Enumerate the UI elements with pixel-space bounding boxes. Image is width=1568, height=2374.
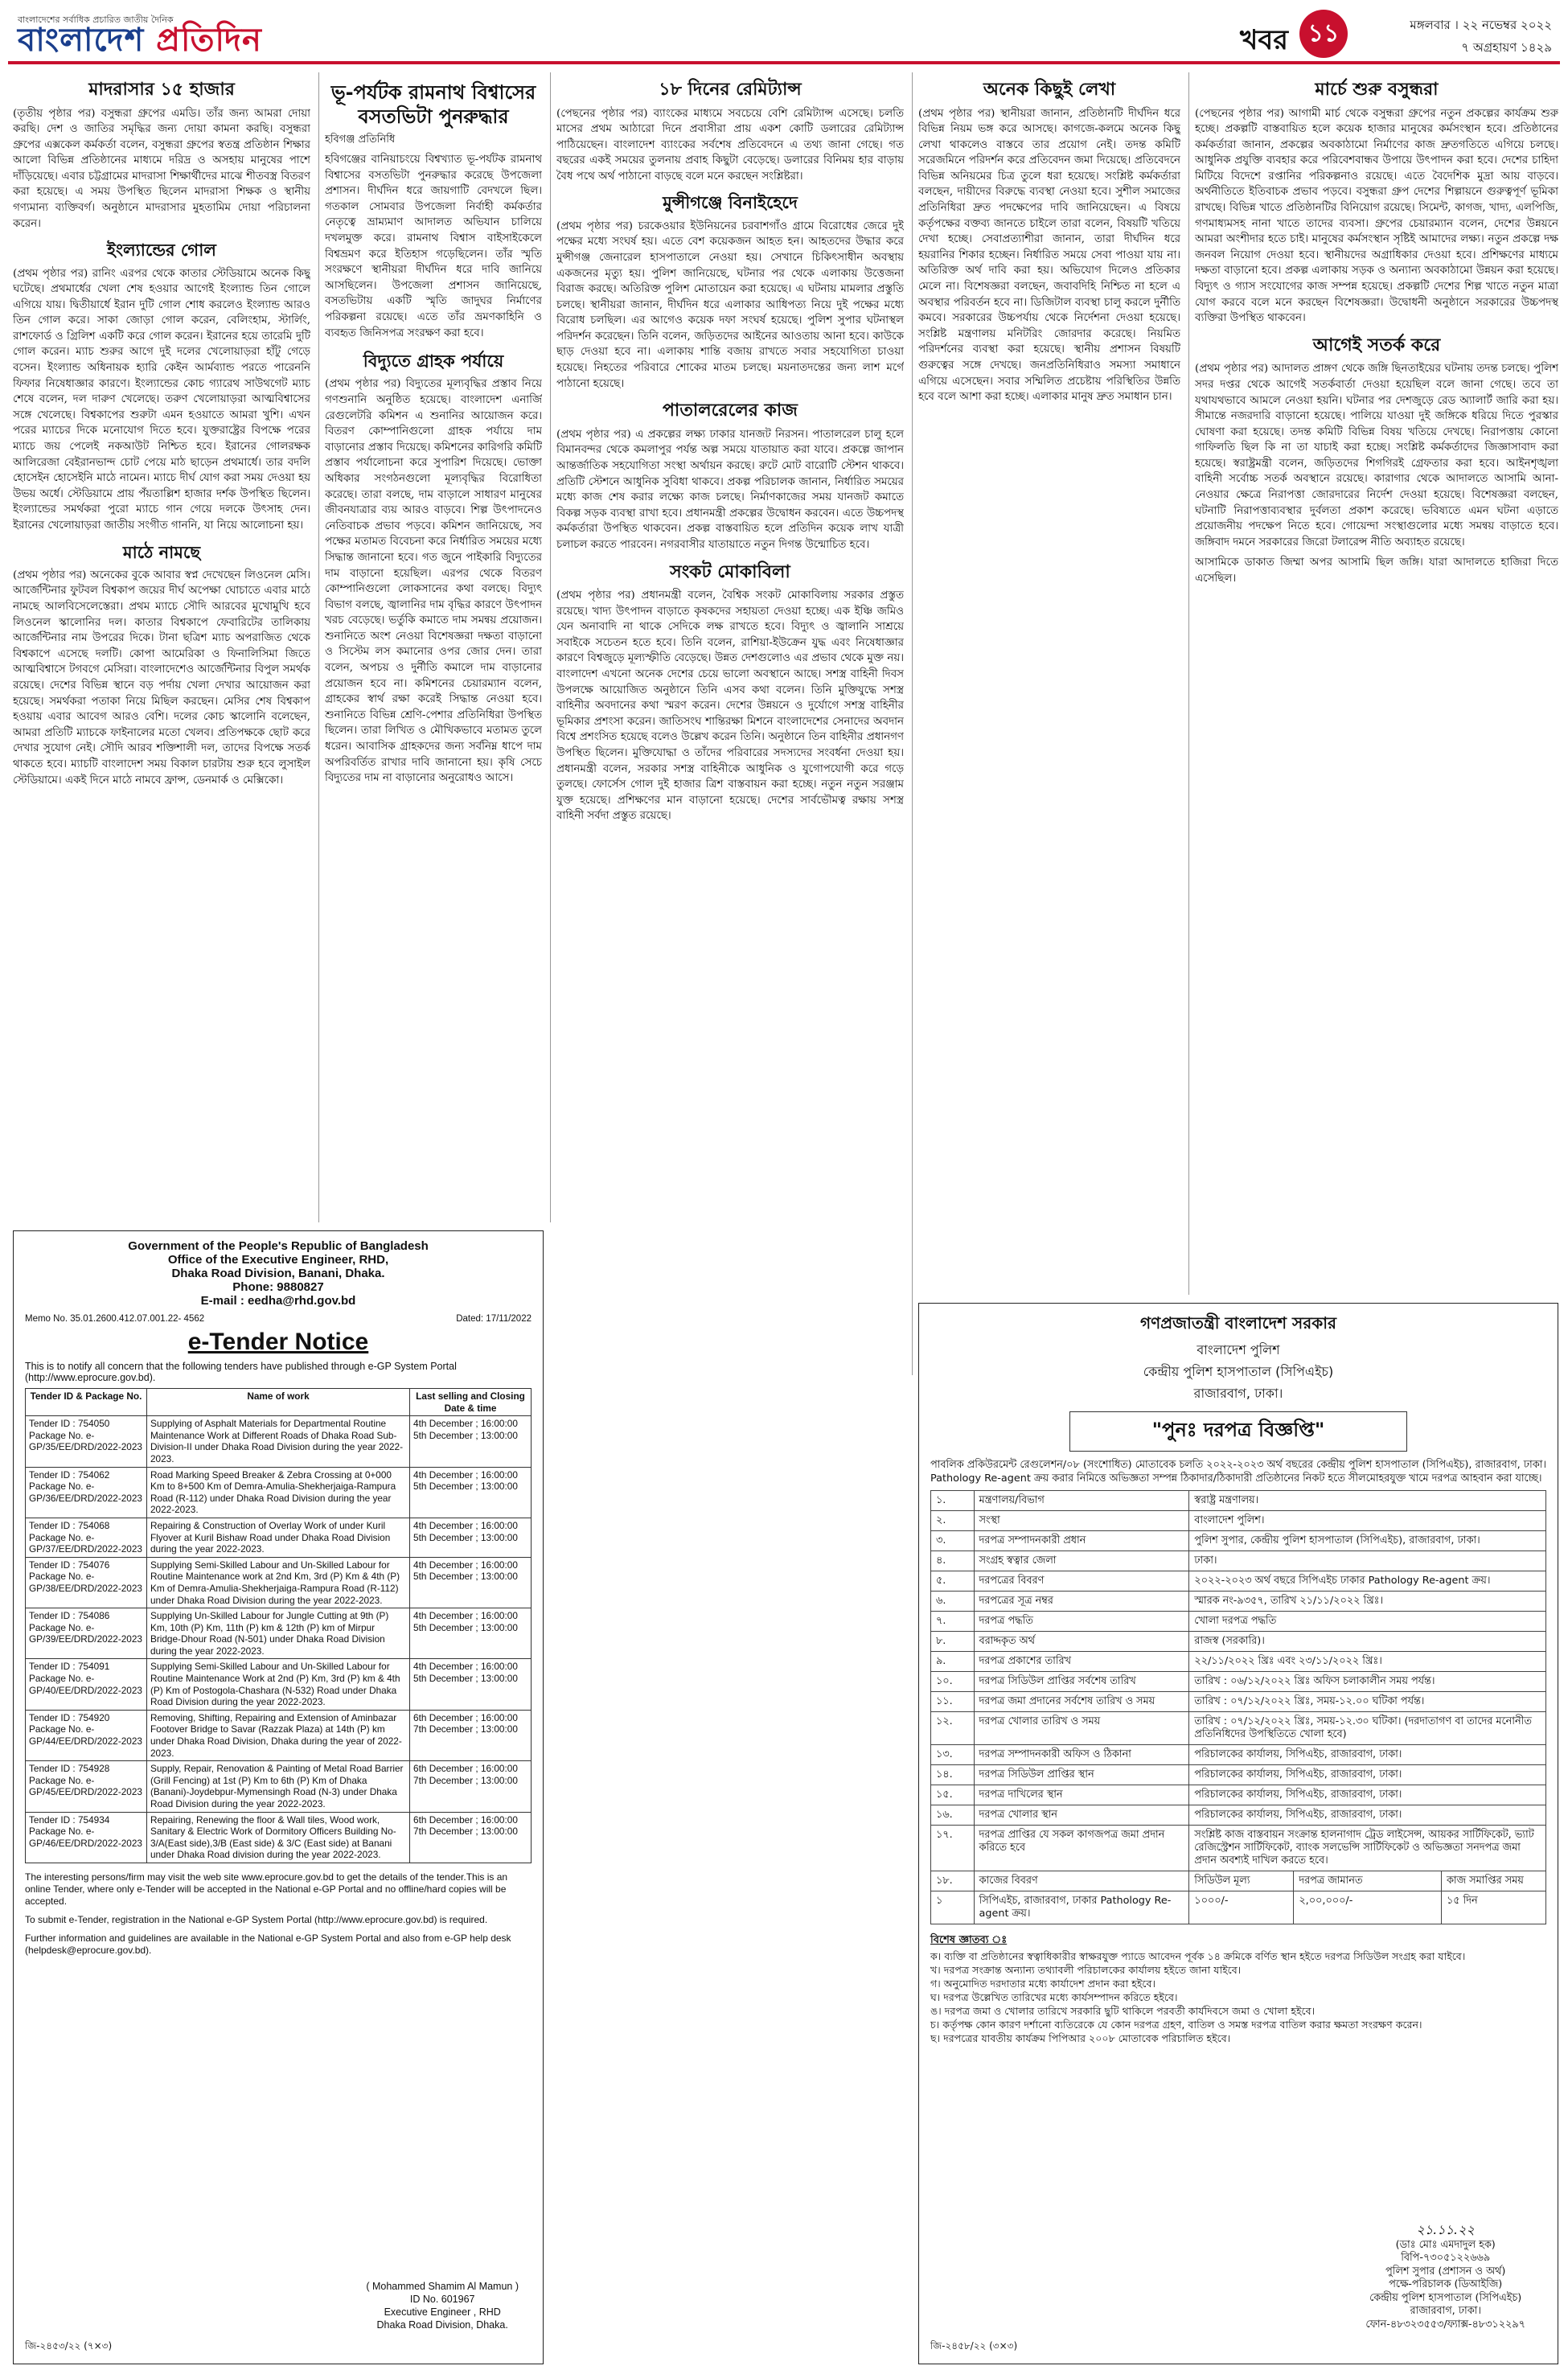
notice-cell: তারিখ : ০৬/১২/২০২২ খ্রিঃ অফিস চলাকালীন সময় পর্যন্ত। (1189, 1672, 1546, 1692)
notice-cell: ২. (931, 1511, 975, 1531)
date-line-bangla: ৭ অগ্রহায়ণ ১৪২৯ (1461, 40, 1552, 55)
notice-cell: দরপত্র প্রাপ্তির যে সকল কাগজপত্র জমা প্রদান করিতে হবে (974, 1826, 1189, 1871)
notice-sign-title-5: ফোন-৪৮৩২৩৫৫৩/ফ্যাক্স-৪৮৩১২২৯৭ (1365, 2318, 1525, 2331)
article-on-field-body: (প্রথম পৃষ্ঠার পর) অনেকের বুকে আবার স্বপ্ন দেখেছেন লিওনেল মেসি। আর্জেন্টিনার ফুটবল বিশ্বকাপ জয়ের দীর্ঘ অপেক্ষা ঘোচাতে এবার মাঠে নামছে আলবিসেলেস্তেরা। প্রথম ম্যাচে সৌদি আরবের মুখোমুখি হবে লিওনেল স্কালোনির দল। কাতার বিশ্বকাপে ফেবারিটের তালিকায় আর্জেন্টিনার নাম উপরের দিকে। টানা ছত্রিশ ম্যাচ অপরাজিত থেকে বিশ্বকাপে এসেছে দলটি। কোপা আমেরিকা ও ফিনালিসিমা জিতে আত্মবিশ্বাসে টগবগে মেসিরা। বাংলাদেশেও আর্জেন্টিনার বিপুল সমর্থক রয়েছে। দেশের বিভিন্ন স্থানে বড় পর্দায় খেলা দেখার আয়োজন করা হয়েছে। সমর্থকরা পতাকা নিয়ে মিছিল করছেন। মেসির শেষ বিশ্বকাপ হওয়ায় এবার আবেগ আরও বেশি। দলের কোচ স্কালোনি বলেছেন, আমরা প্রতিটি ম্যাচকে ফাইনালের মতো খেলব। প্রতিপক্ষকে ছোট করে দেখার সুযোগ নেই। সৌদি আরব শক্তিশালী দল, তাদের বিপক্ষে সতর্ক থাকতে হবে। ম্যাচটি বাংলাদেশ সময় বিকাল চারটায় শুরু হবে লুসাইল স্টেডিয়ামে। একই দিনে মাঠে নামবে ফ্রান্স, ডেনমার্ক ও মেক্সিকো। (13, 569, 310, 787)
tender-cell-date: 4th December ; 16:00:00 5th December ; 13:00:00 (410, 1608, 532, 1659)
column-1 (13, 72, 310, 1198)
tender-cell-work: Supplying Un-Skilled Labour for Jungle Cutting at 9th (P) Km, 10th (P) Km, 11th (P) km & 12th (P) km of Mirpur Bridge-Dhour Road (N-501) under Dhaka Road Division during the year 2022-2023. (146, 1608, 409, 1659)
tender-cell-id: Tender ID : 754934 Package No. e-GP/46/EE/DRD/2022-2023 (26, 1812, 147, 1863)
tender-division: Dhaka Road Division, Banani, Dhaka. (171, 1267, 385, 1280)
tender-table-header (26, 1389, 532, 1416)
notice-row (931, 1826, 1546, 1871)
notice-cell: ৮. (931, 1632, 975, 1652)
notice-cell: ১৪. (931, 1765, 975, 1785)
headline-early-warning: আগেই সতর্ক করে (1312, 335, 1441, 355)
tender-row (26, 1761, 532, 1812)
tender-intro: This is to notify all concern that the following tenders have published through e-GP System Portal (http://www.eprocure.gov.bd). (25, 1361, 457, 1383)
tender-cell-date: 4th December ; 16:00:00 5th December ; 13:00:00 (410, 1557, 532, 1608)
sub-cell: ১০০০/- (1189, 1891, 1294, 1924)
tender-ref-code: জি-২৪৫৩/২২ (৭×৩) (25, 2340, 113, 2351)
notice-cell: স্বরাষ্ট্র মন্ত্রণালয়। (1189, 1491, 1546, 1511)
headline-ramnath: ভূ-পর্যটক রামনাথ বিশ্বাসের বসতভিটা পুনরুদ্ধার (330, 81, 536, 128)
notice-cell: ২২/১১/২০২২ খ্রিঃ এবং ২৩/১১/২০২২ খ্রিঃ। (1189, 1652, 1546, 1672)
sub-head-cell: কাজের বিবরণ (974, 1871, 1189, 1891)
tender-row (26, 1518, 532, 1557)
logo-part1: বাংলাদেশ (18, 22, 157, 59)
notice-row (931, 1672, 1546, 1692)
tender-footnote-2: To submit e-Tender, registration in the National e-GP System Portal (http://www.eprocure.gov.bd) is required. (25, 1913, 488, 1925)
notice-row (931, 1491, 1546, 1511)
headline-madrasa: মাদরাসার ১৫ হাজার (88, 80, 235, 100)
tender-cell-date: 6th December ; 16:00:00 7th December ; 13:00:00 (410, 1761, 532, 1812)
sub-head-cell: ১৮. (931, 1871, 975, 1891)
notice-conditions-title: বিশেষ জ্ঞাতব্য ঃ (930, 1934, 1008, 1946)
notice-cell: সংস্থা (974, 1511, 1189, 1531)
tender-cell-date: 6th December ; 16:00:00 7th December ; 13:00:00 (410, 1812, 532, 1863)
notice-cell: ১৫. (931, 1785, 975, 1805)
tender-row (26, 1557, 532, 1608)
tender-cell-date: 4th December ; 16:00:00 5th December ; 13:00:00 (410, 1518, 532, 1557)
notice-condition-item: ক। ব্যক্তি বা প্রতিষ্ঠানের স্বত্বাধিকারীর স্বাক্ষরযুক্ত প্যাডে আবেদন পূর্বক ১৪ ক্রমিকে বর্ণিত স্থান হইতে দরপত্র সিডিউল সংগ্রহ করা যাইবে। (930, 1950, 1466, 1962)
tender-cell-date: 4th December ; 16:00:00 5th December ; 13:00:00 (410, 1416, 532, 1467)
e-tender-notice (13, 1230, 544, 2364)
tender-sign-id: ID No. 601967 (409, 2294, 475, 2305)
tender-cell-work: Supply, Repair, Renovation & Painting of Metal Road Barrier (Grill Fencing) at 1st (P) Km to 6th (P) Km of Dhaka (Banani)-Joydebpur-Mymensingh Road (N-3) under Dhaka Road Division during the year 2022-2023. (146, 1761, 409, 1812)
notice-row (931, 1632, 1546, 1652)
byline-habiganj: হবিগঞ্জ প্রতিনিধি (325, 133, 396, 146)
sub-cell: ১৫ দিন (1441, 1891, 1545, 1924)
article-subway-body: (প্রথম পৃষ্ঠার পর) এ প্রকল্পের লক্ষ্য ঢাকার যানজট নিরসন। পাতালরেল চালু হলে বিমানবন্দর থেকে কমলাপুর পর্যন্ত অল্প সময়ে যাতায়াত করা যাবে। প্রকল্পে জাপান আন্তর্জাতিক সহযোগিতা সংস্থা অর্থায়ন করছে। রুটে মোট বারোটি স্টেশন থাকবে। প্রতিটি স্টেশনে আধুনিক সুবিধা থাকবে। প্রকল্প পরিচালক জানান, নির্ধারিত সময়ের মধ্যে কাজ শেষ করার লক্ষ্যে কাজ চলছে। নির্মাণকাজের সময় যানজট কমাতে বিকল্প সড়ক ব্যবস্থা রাখা হবে। প্রধানমন্ত্রী প্রকল্পের উদ্বোধন করবেন। এতে উচ্চপদস্থ কর্মকর্তারা উপস্থিত থাকবেন। প্রকল্প বাস্তবায়িত হলে প্রতিদিন কয়েক লাখ যাত্রী চলাচল করতে পারবেন। নগরবাসীর যাতায়াতে নতুন দিগন্ত উন্মোচিত হবে। (556, 428, 904, 551)
notice-row (931, 1551, 1546, 1571)
column-divider (318, 72, 319, 1222)
notice-cell: দরপত্র সম্পাদনকারী প্রধান (974, 1531, 1189, 1551)
column-5 (1195, 72, 1558, 1295)
tender-cell-date: 4th December ; 16:00:00 5th December ; 13:00:00 (410, 1659, 532, 1710)
sub-head-cell: সিডিউল মূল্য (1189, 1871, 1294, 1891)
notice-cell: রাজস্ব (সরকারি)। (1189, 1632, 1546, 1652)
notice-condition-item: ছ। দরপত্রের যাবতীয় কার্যক্রম পিপিআর ২০০৮ মোতাবেক পরিচালিত হইবে। (930, 2032, 1231, 2044)
tender-cell-work: Repairing & Construction of Overlay Work of under Kuril Flyover at Kuril Bishaw Road under Dhaka Road Division during the year 2022-2023. (146, 1518, 409, 1557)
retender-notice (918, 1303, 1558, 2364)
tender-row (26, 1710, 532, 1760)
sub-cell: ২,০০,০০০/- (1294, 1891, 1442, 1924)
notice-condition-item: ঙ। দরপত্র জমা ও খোলার তারিখে সরকারি ছুটি থাকিলে পরবর্তী কার্যদিবসে জমা ও খোলা হইবে। (930, 2005, 1316, 2017)
tender-footnote-3: Further information and guidelines are available in the National e-GP System Portal and also from e-GP help desk (helpdesk@eprocure.gov.bd). (25, 1932, 511, 1956)
tender-row (26, 1467, 532, 1518)
notice-hospital-line: কেন্দ্রীয় পুলিশ হাসপাতাল (সিপিএইচ) (1143, 1364, 1334, 1379)
notice-cell: বাংলাদেশ পুলিশ। (1189, 1511, 1546, 1531)
sub-head-cell: কাজ সমাপ্তির সময় (1441, 1871, 1545, 1891)
notice-cell: তারিখ : ০৭/১২/২০২২ খ্রিঃ, সময়-১২.৩০ ঘটিকা। (দরদাতাগণ বা তাদের মনোনীত প্রতিনিধিদের উপস্থিতিতে খোলা হবে) (1189, 1712, 1546, 1745)
notice-cell: দরপত্র দাখিলের স্থান (974, 1785, 1189, 1805)
notice-ref-code: জি-২৪৫৮/২২ (৩×৩) (930, 2340, 1018, 2351)
column-4 (918, 72, 1180, 1295)
headline-remittance: ১৮ দিনের রেমিট্যান্স (659, 80, 802, 100)
notice-sign-title-1: পুলিশ সুপার (প্রশাসন ও অর্থ) (1385, 2265, 1506, 2277)
article-madrasa-body: (তৃতীয় পৃষ্ঠার পর) বসুন্ধরা গ্রুপের এমডি। তাঁর জন্য আমরা দোয়া করছি। দেশ ও জাতির সমৃদ্ধির জন্য দোয়া কামনা করছি। বসুন্ধরা গ্রুপের এক্সকেল কর্মকর্তা বলেন, বসুন্ধরা গ্রুপের স্বতন্ত্র প্রতিষ্ঠান শিক্ষার আলো বিভিন্ন প্রতিষ্ঠানের মাধ্যমে দরিদ্র ও অসহায় মানুষের পাশে দাঁড়িয়েছে। এবার চট্টগ্রামের মাদরাসা শিক্ষার্থীদের মাঝে শীতবস্ত্র বিতরণ করা হয়েছে। এ সময় উপস্থিত ছিলেন মাদরাসা শিক্ষক ও স্থানীয় গণ্যমান্য ব্যক্তিবর্গ। অনুষ্ঠানে মাদরাসার মুহতামিম দোয়া পরিচালনা করেন। (13, 107, 310, 230)
notice-title: "পুনঃ দরপত্র বিজ্ঞপ্তি" (1069, 1411, 1407, 1452)
notice-sub-table (930, 1871, 1546, 1924)
headline-many-written: অনেক কিছুই লেখা (983, 80, 1116, 100)
notice-sign-title-3: কেন্দ্রীয় পুলিশ হাসপাতাল (সিপিএইচ) (1369, 2291, 1522, 2304)
headline-crisis: সংকট মোকাবিলা (670, 561, 790, 582)
notice-cell: ৩. (931, 1531, 975, 1551)
notice-cell: তারিখ : ০৭/১২/২০২২ খ্রিঃ, সময়-১২.০০ ঘটিকা পর্যন্ত। (1189, 1692, 1546, 1712)
notice-row (931, 1612, 1546, 1632)
article-ramnath-body: হবিগঞ্জের বানিয়াচংয়ে বিশ্বখ্যাত ভূ-পর্যটক রামনাথ বিশ্বাসের বসতভিটা পুনরুদ্ধার করেছে উপজেলা প্রশাসন। দীর্ঘদিন ধরে জায়গাটি বেদখলে ছিল। গতকাল সোমবার উপজেলা নির্বাহী কর্মকর্তার নেতৃত্বে ভ্রাম্যমাণ আদালত অভিযান চালিয়ে দখলমুক্ত করে। রামনাথ বিশ্বাস বাইসাইকেলে বিশ্বভ্রমণ করে ইতিহাস গড়েছিলেন। তাঁর স্মৃতি সংরক্ষণে স্থানীয়রা দীর্ঘদিন ধরে দাবি জানিয়ে আসছিলেন। উপজেলা প্রশাসন জানিয়েছে, বসতভিটায় একটি স্মৃতি জাদুঘর নির্মাণের পরিকল্পনা রয়েছে। এতে তাঁর ভ্রমণকাহিনি ও ব্যবহৃত জিনিসপত্র সংরক্ষণ করা হবে। (325, 154, 542, 339)
notice-sub-header (931, 1871, 1546, 1891)
tender-cell-work: Repairing, Renewing the floor & Wall tiles, Wood work, Sanitary & Electric Work of Dormitory Officers Building No-3/A(East side),3/B (East side) & 3/C (East side) at Banani under Dhaka Road division during the year 2022-2023. (146, 1812, 409, 1863)
notice-cell: ৬. (931, 1592, 975, 1612)
tender-row (26, 1812, 532, 1863)
tender-signature (366, 2280, 519, 2331)
notice-cell: দরপত্র খোলার তারিখ ও সময় (974, 1712, 1189, 1745)
notice-sub-row (931, 1891, 1546, 1924)
tender-cell-date: 4th December ; 16:00:00 5th December ; 13:00:00 (410, 1467, 532, 1518)
column-divider (550, 72, 551, 1222)
notice-cell: ৭. (931, 1612, 975, 1632)
tender-cell-id: Tender ID : 754076 Package No. e-GP/38/EE/DRD/2022-2023 (26, 1557, 147, 1608)
notice-cell: দরপত্র প্রকাশের তারিখ (974, 1652, 1189, 1672)
notice-sign-date: ২১.১১.২২ (1416, 2222, 1475, 2237)
notice-row (931, 1571, 1546, 1592)
logo-tagline: বাংলাদেশের সর্বাধিক প্রচারিত জাতীয় দৈনিক (18, 14, 174, 25)
headline-march-bashundhara: মার্চে শুরু বসুন্ধরা (1315, 80, 1439, 100)
sub-head-cell: দরপত্র জামানত (1294, 1871, 1442, 1891)
notice-cell: ১৩. (931, 1745, 975, 1765)
tender-dated: Dated: 17/11/2022 (456, 1314, 532, 1324)
notice-signature (1365, 2224, 1525, 2331)
notice-sign-name: (ডাঃ মোঃ এমদাদুল হক) (1395, 2238, 1496, 2251)
column-divider (1188, 72, 1189, 1295)
tender-sign-title: Executive Engineer , RHD (384, 2306, 501, 2318)
tender-cell-work: Road Marking Speed Breaker & Zebra Crossing at 0+000 Km to 8+500 Km of Demra-Amulia-Shekherjaiga-Rampura Road (R-112) under Dhaka Road Division during the year 2022-2023. (146, 1467, 409, 1518)
headline-england-goal: ইংল্যান্ডের গোল (107, 240, 216, 261)
notice-cell: পরিচালকের কার্যালয়, সিপিএইচ, রাজারবাগ, ঢাকা। (1189, 1785, 1546, 1805)
notice-row (931, 1531, 1546, 1551)
notice-row (931, 1652, 1546, 1672)
page-number-badge: ১১ (1299, 10, 1348, 58)
tender-cell-work: Supplying of Asphalt Materials for Departmental Routine Maintenance Work at Different Roads of Dhaka Road Sub-Division-II under Dhaka Road Division during the year 2022-2023. (146, 1416, 409, 1467)
tender-sign-office: Dhaka Road Division, Dhaka. (376, 2319, 508, 2331)
notice-condition-item: খ। দরপত্র সংক্রান্ত অন্যান্য তথ্যাবলী পরিচালকের কার্যালয় হইতে জানা যাইবে। (930, 1964, 1242, 1976)
notice-gov-line: গণপ্রজাতন্ত্রী বাংলাদেশ সরকার (1140, 1313, 1336, 1333)
tender-cell-work: Supplying Semi-Skilled Labour and Un-Skilled Labour for Routine Maintenance Work at 2nd (P) Km, 3rd (P) km & 4th (P) Km of Postogola-Chashara (N-532) Road under Dhaka Road Division during the year 2022-2023. (146, 1659, 409, 1710)
headline-subway: পাতালরেলের কাজ (663, 400, 798, 421)
notice-row (931, 1745, 1546, 1765)
newspaper-logo (18, 23, 262, 58)
tender-memo: Memo No. 35.01.2600.412.07.001.22- 4562 (25, 1314, 205, 1324)
notice-cell: সংগ্রহ স্বত্বার জেলা (974, 1551, 1189, 1571)
notice-cell: ৪. (931, 1551, 975, 1571)
article-march-body: (পেছনের পৃষ্ঠার পর) আগামী মার্চ থেকে বসুন্ধরা গ্রুপের নতুন প্রকল্পের কার্যক্রম শুরু হচ্ছে। প্রকল্পটি বাস্তবায়িত হলে কয়েক হাজার মানুষের কর্মসংস্থান হবে। প্রতিষ্ঠানের কর্মকর্তারা জানান, প্রকল্পের অবকাঠামো নির্মাণের কাজ দ্রুতগতিতে এগিয়ে চলছে। আধুনিক প্রযুক্তি ব্যবহার করে পরিবেশবান্ধব উপায়ে উৎপাদন করা হবে। দেশের চাহিদা মিটিয়ে বিদেশে রপ্তানির পরিকল্পনাও রয়েছে। এতে বৈদেশিক মুদ্রা আয় বাড়বে। অর্থনীতিতে ইতিবাচক প্রভাব পড়বে। বসুন্ধরা গ্রুপ দেশের শিল্পায়নে গুরুত্বপূর্ণ ভূমিকা রাখছে। বিভিন্ন খাতে প্রতিষ্ঠানটির বিনিয়োগ রয়েছে। সিমেন্ট, কাগজ, খাদ্য, এলপিজি, গণমাধ্যমসহ নানা খাতে তাদের ব্যবসা। গ্রুপের চেয়ারম্যান বলেন, দেশের উন্নয়নে আমরা অংশীদার হতে চাই। মানুষের কর্মসংস্থান সৃষ্টিই আমাদের লক্ষ্য। নতুন প্রকল্পে দক্ষ জনবল নিয়োগ দেওয়া হবে। স্থানীয়দের অগ্রাধিকার দেওয়া হবে। প্রশিক্ষণের মাধ্যমে দক্ষতা বাড়ানো হবে। প্রকল্প এলাকায় সড়ক ও অন্যান্য অবকাঠামো উন্নয়ন করা হয়েছে। বিদ্যুৎ ও গ্যাস সংযোগের কাজ সম্পন্ন হয়েছে। প্রকল্পটি দেশের শিল্প খাতে নতুন মাত্রা যোগ করবে বলে মনে করছেন বিশেষজ্ঞরা। উদ্বোধনী অনুষ্ঠানে সরকারের উচ্চপদস্থ ব্যক্তিরা উপস্থিত থাকবেন। (1195, 107, 1558, 325)
tender-cell-work: Supplying Semi-Skilled Labour and Un-Skilled Labour for Routine Maintenance work at 2nd Km, 3rd (P) Km & 4th (P) Km of Demra-Amulia-Shekherjaiga-Rampura Road (R-112) under Dhaka Road Division during the year 2022-2023. (146, 1557, 409, 1608)
notice-cell: দরপত্র সিডিউল প্রাপ্তির সর্বশেষ তারিখ (974, 1672, 1189, 1692)
notice-cell: ১৭. (931, 1826, 975, 1871)
tender-email: E-mail : eedha@rhd.gov.bd (200, 1294, 356, 1308)
article-crisis-body: (প্রথম পৃষ্ঠার পর) প্রধানমন্ত্রী বলেন, বৈশ্বিক সংকট মোকাবিলায় সরকার প্রস্তুত রয়েছে। খাদ্য উৎপাদন বাড়াতে কৃষকদের সহায়তা দেওয়া হচ্ছে। এক ইঞ্চি জমিও যেন অনাবাদি না থাকে সেদিকে লক্ষ রাখতে হবে। বিদ্যুৎ ও জ্বালানি সাশ্রয়ে সবাইকে সচেতন হতে হবে। তিনি বলেন, রাশিয়া-ইউক্রেন যুদ্ধ এবং নিষেধাজ্ঞার কারণে বিশ্বজুড়ে মূল্যস্ফীতি বেড়েছে। উন্নত দেশগুলোও এর প্রভাব থেকে মুক্ত নয়। বাংলাদেশ এখনো অনেক দেশের চেয়ে ভালো অবস্থানে আছে। সশস্ত্র বাহিনী দিবস উপলক্ষে আয়োজিত অনুষ্ঠানে তিনি এসব কথা বলেন। তিনি মুক্তিযুদ্ধে সশস্ত্র বাহিনীর অবদানের কথা স্মরণ করেন। দেশের উন্নয়নে ও দুর্যোগে সশস্ত্র বাহিনীর ভূমিকার প্রশংসা করেন। জাতিসংঘ শান্তিরক্ষা মিশনে বাংলাদেশের সেনাদের অবদান বিশ্বে প্রশংসিত হয়েছে বলেও উল্লেখ করেন তিনি। অনুষ্ঠানে তিন বাহিনীর প্রধানগণ উপস্থিত ছিলেন। মুক্তিযোদ্ধা ও তাঁদের পরিবারের সদস্যদের সংবর্ধনা দেওয়া হয়। প্রধানমন্ত্রী বলেন, সরকার সশস্ত্র বাহিনীকে আধুনিক ও যুগোপযোগী করে গড়ে তুলছে। ফোর্সেস গোল দুই হাজার ত্রিশ বাস্তবায়ন করা হচ্ছে। নতুন নতুন সরঞ্জাম যুক্ত হয়েছে। প্রশিক্ষণের মান বাড়ানো হয়েছে। দেশের সার্বভৌমত্ব রক্ষায় সশস্ত্র বাহিনী সর্বদা প্রস্তুত রয়েছে। (556, 589, 904, 823)
headline-electricity: বিদ্যুতে গ্রাহক পর্যায়ে (363, 351, 504, 372)
notice-table (930, 1490, 1546, 1871)
tender-col-date: Last selling and Closing Date & time (410, 1389, 532, 1416)
notice-row (931, 1712, 1546, 1745)
tender-title: e-Tender Notice (187, 1329, 369, 1355)
article-england-body: (প্রথম পৃষ্ঠার পর) রানিং এরপর থেকে কাতার স্টেডিয়ামে অনেক কিছু ঘটেছে। প্রথমার্ধের খেলা শেষ হওয়ার আগেই ইংল্যান্ড তিন গোলে এগিয়ে যায়। দ্বিতীয়ার্ধে ইরান দুটি গোল শোধ করলেও ইংল্যান্ড আরও তিন গোল করে। সাকা জোড়া গোল করেন, বেলিংহাম, স্টার্লিং, রাশফোর্ড ও গ্রিলিশ একটি করে গোল করেন। ইরানের হয়ে তারেমি দুটি গোল করেন। ম্যাচ শুরুর আগে দুই দলের খেলোয়াড়রা হাঁটু গেড়ে বসেন। ইংল্যান্ড অধিনায়ক হ্যারি কেইন আর্মব্যান্ড পরতে পারেননি ফিফার নিষেধাজ্ঞার কারণে। ইংল্যান্ডের কোচ গ্যারেথ সাউথগেট ম্যাচ শেষে বলেন, দল দারুণ খেলেছে। তরুণ খেলোয়াড়রা আত্মবিশ্বাসের সঙ্গে খেলেছে। বিশ্বকাপের শুরুটা এমন হওয়াতে আমরা খুশি। এখন পরের ম্যাচের দিকে মনোযোগ দিতে হবে। যুক্তরাষ্ট্রের বিপক্ষে পরের ম্যাচে জয় পেলেই নকআউট নিশ্চিত হবে। ইরানের গোলরক্ষক আলিরেজা বেইরানভান্দ চোট পেয়ে মাঠ ছাড়েন প্রথমার্ধে। তার বদলি হোসেইন হোসেইনি মাঠে নামেন। ম্যাচে দীর্ঘ যোগ করা সময় দেওয়া হয় উভয় অর্ধে। স্টেডিয়ামে প্রায় পঁয়তাল্লিশ হাজার দর্শক উপস্থিত ছিলেন। ইংল্যান্ডের সমর্থকরা পুরো ম্যাচে গান গেয়ে দলকে উৎসাহ দেন। ইরানের খেলোয়াড়রা জাতীয় সংগীত গাননি, যা নিয়ে আলোচনা হয়। (13, 267, 310, 532)
headline-munshiganj: মুন্সীগঞ্জে বিনাইহেদে (663, 193, 798, 213)
notice-condition-item: গ। অনুমোদিত দরদাতার মধ্যে কার্যাদেশ প্রদান করা হইবে। (930, 1978, 1155, 1990)
notice-cell: দরপত্র সিডিউল প্রাপ্তির স্থান (974, 1765, 1189, 1785)
sub-cell: ১ (931, 1891, 975, 1924)
notice-cell: ১১. (931, 1692, 975, 1712)
notice-cell: পরিচালকের কার্যালয়, সিপিএইচ, রাজারবাগ, ঢাকা। (1189, 1765, 1546, 1785)
column-3 (556, 72, 904, 1375)
notice-intro: পাবলিক প্রকিউরমেন্ট রেগুলেশন/০৮ (সংশোধিত) মোতাবেক চলতি ২০২২-২০২৩ অর্থ বছরের কেন্দ্রীয় পুলিশ হাসপাতাল (সিপিএইচ), রাজারবাগ, ঢাকা। Pathology Re-agent ক্রয় করার নিমিত্তে অভিজ্ঞতা সম্পন্ন ঠিকাদার/ঠিকাদারী প্রতিষ্ঠানের নিকট হতে সীলমোহরযুক্ত খামে দরপত্র আহবান করা যাচ্ছে। (930, 1459, 1546, 1485)
notice-cell: পরিচালকের কার্যালয়, সিপিএইচ, রাজারবাগ, ঢাকা। (1189, 1745, 1546, 1765)
notice-cell: দরপত্র পদ্ধতি (974, 1612, 1189, 1632)
notice-row (931, 1765, 1546, 1785)
notice-cell: সংশ্লিষ্ট কাজ বাস্তবায়ন সংক্রান্ত হালনাগাদ ট্রেড লাইসেন্স, আয়কর সার্টিফিকেট, ভ্যাট রেজিস্ট্রেশন সার্টিফিকেট, ব্যাংক সলভেন্সি সার্টিফিকেট ও অভিজ্ঞতা সনদপত্র জমা প্রদান অবশ্যই দাখিল করতে হবে। (1189, 1826, 1546, 1871)
tender-row (26, 1659, 532, 1710)
tender-office: Office of the Executive Engineer, RHD, (167, 1253, 389, 1267)
article-many-written-body: (প্রথম পৃষ্ঠার পর) স্থানীয়রা জানান, প্রতিষ্ঠানটি দীর্ঘদিন ধরে বিভিন্ন নিয়ম ভঙ্গ করে আসছে। কাগজে-কলমে অনেক কিছু লেখা থাকলেও বাস্তবে তার প্রয়োগ নেই। তদন্ত কমিটি সরেজমিনে পরিদর্শন করে প্রতিবেদন জমা দিয়েছে। প্রতিবেদনে বিভিন্ন অনিয়মের চিত্র তুলে ধরা হয়েছে। সংশ্লিষ্ট কর্মকর্তারা বলছেন, দায়ীদের বিরুদ্ধে ব্যবস্থা নেওয়া হবে। সুশীল সমাজের প্রতিনিধিরা দ্রুত পদক্ষেপের দাবি জানিয়েছেন। এ বিষয়ে কর্তৃপক্ষের বক্তব্য জানতে চাইলে তারা বলেন, বিষয়টি খতিয়ে দেখা হচ্ছে। সেবাপ্রত্যাশীরা জানান, তারা দীর্ঘদিন ধরে হয়রানির শিকার হচ্ছেন। নির্ধারিত সময়ে সেবা পাওয়া যায় না। অতিরিক্ত অর্থ দাবি করা হয়। অভিযোগ দিলেও প্রতিকার মেলে না। বিশেষজ্ঞরা বলছেন, জবাবদিহি নিশ্চিত না হলে এ অবস্থার পরিবর্তন হবে না। ডিজিটাল ব্যবস্থা চালু করলে দুর্নীতি কমবে। সরকারের উচ্চপর্যায় থেকে নির্দেশনা দেওয়া হয়েছে। সংশ্লিষ্ট মন্ত্রণালয় মনিটরিং জোরদার করেছে। নিয়মিত পরিদর্শনের ব্যবস্থা করা হয়েছে। স্থানীয় প্রশাসন বিষয়টি গুরুত্বের সঙ্গে দেখছে। জনপ্রতিনিধিরাও সমস্যা সমাধানে এগিয়ে এসেছেন। সবার সম্মিলিত প্রচেষ্টায় পরিস্থিতির উন্নতি হবে বলে আশা করা হচ্ছে। এলাকার মানুষ দ্রুত সমাধান চান। (918, 107, 1180, 404)
notice-cell: ১০. (931, 1672, 975, 1692)
notice-row (931, 1785, 1546, 1805)
tender-cell-id: Tender ID : 754920 Package No. e-GP/44/EE/DRD/2022-2023 (26, 1710, 147, 1760)
notice-cell: ১২. (931, 1712, 975, 1745)
notice-cell: দরপত্র সম্পাদনকারী অফিস ও ঠিকানা (974, 1745, 1189, 1765)
article-munshiganj-body: (প্রথম পৃষ্ঠার পর) চরকেওয়ার ইউনিয়নের চরবাশগাঁও গ্রামে বিরোধের জেরে দুই পক্ষের মধ্যে সংঘর্ষ হয়। এতে বেশ কয়েকজন আহত হন। আহতদের উদ্ধার করে মুন্সীগঞ্জ জেনারেল হাসপাতালে নেওয়া হয়। সেখানে চিকিৎসাধীন অবস্থায় একজনের মৃত্যু হয়। পুলিশ জানিয়েছে, ঘটনার পর থেকে এলাকায় উত্তেজনা বিরাজ করছে। অতিরিক্ত পুলিশ মোতায়েন করা হয়েছে। এ ঘটনায় মামলার প্রস্তুতি চলছে। স্থানীয়রা জানান, দীর্ঘদিন ধরে এলাকার আধিপত্য নিয়ে দুই পক্ষের মধ্যে বিরোধ চলছিল। এর আগেও কয়েক দফা সংঘর্ষ হয়েছে। পুলিশ সুপার ঘটনাস্থল পরিদর্শন করেছেন। তিনি বলেন, জড়িতদের আইনের আওতায় আনা হবে। কাউকে ছাড় দেওয়া হবে না। এলাকায় শান্তি বজায় রাখতে সবার সহযোগিতা চাওয়া হয়েছে। নিহতের পরিবারে শোকের মাতম চলছে। ময়নাতদন্তের জন্য লাশ মর্গে পাঠানো হয়েছে। (556, 220, 904, 390)
notice-row (931, 1592, 1546, 1612)
date-line: মঙ্গলবার । ২২ নভেম্বর ২০২২ (1410, 18, 1552, 32)
sub-cell: সিপিএইচ, রাজারবাগ, ঢাকার Pathology Re-agent ক্রয়। (974, 1891, 1189, 1924)
notice-cell: ২০২২-২০২৩ অর্থ বছরে সিপিএইচ ঢাকার Pathology Re-agent ক্রয়। (1189, 1571, 1546, 1592)
tender-cell-id: Tender ID : 754086 Package No. e-GP/39/EE/DRD/2022-2023 (26, 1608, 147, 1659)
tender-cell-id: Tender ID : 754928 Package No. e-GP/45/EE/DRD/2022-2023 (26, 1761, 147, 1812)
article-early-warning-body: (প্রথম পৃষ্ঠার পর) আদালত প্রাঙ্গণ থেকে জঙ্গি ছিনতাইয়ের ঘটনায় তদন্ত চলছে। পুলিশ সদর দপ্তর থেকে আগেই সতর্কবার্তা দেওয়া হয়েছিল বলে জানা গেছে। তবে তা যথাযথভাবে আমলে নেওয়া হয়নি। ঘটনার পর দেশজুড়ে রেড অ্যালার্ট জারি করা হয়। সীমান্তে নজরদারি বাড়ানো হয়েছে। পালিয়ে যাওয়া দুই জঙ্গিকে ধরিয়ে দিতে পুরস্কার ঘোষণা করা হয়েছে। তদন্ত কমিটি বিভিন্ন বিষয় খতিয়ে দেখছে। নিরাপত্তায় কোনো গাফিলতি ছিল কি না তা যাচাই করা হচ্ছে। সংশ্লিষ্ট কর্মকর্তাদের জিজ্ঞাসাবাদ করা হয়েছে। স্বরাষ্ট্রমন্ত্রী বলেন, জড়িতদের শিগগিরই গ্রেফতার করা হবে। আইনশৃঙ্খলা বাহিনী সর্বোচ্চ সতর্ক অবস্থানে রয়েছে। কারাগার থেকে আদালতে আসামি আনা-নেওয়ার ক্ষেত্রে নিরাপত্তা জোরদারের নির্দেশ দেওয়া হয়েছে। বিশেষজ্ঞরা বলছেন, ঘটনাটি নিরাপত্তাব্যবস্থার দুর্বলতা প্রকাশ করেছে। ভবিষ্যতে এমন ঘটনা এড়াতে প্রয়োজনীয় পদক্ষেপ নিতে হবে। গোয়েন্দা সংস্থাগুলোর মধ্যে সমন্বয় বাড়াতে হবে। জঙ্গিবাদ দমনে সরকারের জিরো টলারেন্স নীতি অব্যাহত রয়েছে। (1195, 363, 1558, 548)
column-2 (325, 72, 542, 1230)
masthead (8, 6, 1560, 60)
notice-cell: দরপত্রের বিবরণ (974, 1571, 1189, 1592)
notice-police-line: বাংলাদেশ পুলিশ (1197, 1342, 1280, 1357)
tender-col-work: Name of work (146, 1389, 409, 1416)
tender-row (26, 1608, 532, 1659)
logo-part2: প্রতিদিন (156, 22, 262, 59)
tender-footnote-1: The interesting persons/firm may visit the web site www.eprocure.gov.bd to get the details of the tender.This is an online Tender, where only e-Tender will be accepted in the National e-GP Portal and no offline/hard copies will be accepted. (25, 1871, 508, 1907)
article-early-warning-end: আসামিকে ডাকাত জিম্মা অপর আসামি ছিল জঙ্গি। যারা আদালতে হাজিরা দিতে এসেছিল। (1195, 557, 1558, 585)
tender-cell-id: Tender ID : 754068 Package No. e-GP/37/EE/DRD/2022-2023 (26, 1518, 147, 1557)
notice-row (931, 1511, 1546, 1531)
tender-phone: Phone: 9880827 (232, 1280, 324, 1294)
column-divider (912, 72, 913, 1375)
section-name: খবর (1240, 24, 1288, 56)
tender-row (26, 1416, 532, 1467)
notice-cell: দরপত্র জমা প্রদানের সর্বশেষ তারিখ ও সময় (974, 1692, 1189, 1712)
notice-cell: স্মারক নং-৯৩৫৭, তারিখ ২১/১১/২০২২ খ্রিঃ। (1189, 1592, 1546, 1612)
tender-memo-row (25, 1314, 532, 1324)
headline-on-field: মাঠে নামছে (122, 542, 201, 562)
tender-cell-id: Tender ID : 754091 Package No. e-GP/40/EE/DRD/2022-2023 (26, 1659, 147, 1710)
article-electricity-body: (প্রথম পৃষ্ঠার পর) বিদ্যুতের মূল্যবৃদ্ধির প্রস্তাব নিয়ে গণশুনানি অনুষ্ঠিত হয়েছে। বাংলাদেশ এনার্জি রেগুলেটরি কমিশন এ শুনানির আয়োজন করে। বিতরণ কোম্পানিগুলো গ্রাহক পর্যায়ে দাম বাড়ানোর প্রস্তাব দিয়েছে। কমিশনের কারিগরি কমিটি প্রস্তাব পর্যালোচনা করে সুপারিশ দিয়েছে। ভোক্তা অধিকার সংগঠনগুলো মূল্যবৃদ্ধির বিরোধিতা করেছে। তারা বলছে, দাম বাড়ালে সাধারণ মানুষের জীবনযাত্রার ব্যয় আরও বাড়বে। শিল্প উৎপাদনেও নেতিবাচক প্রভাব পড়বে। কমিশন জানিয়েছে, সব পক্ষের মতামত বিবেচনা করে নির্ধারিত সময়ের মধ্যে সিদ্ধান্ত জানানো হবে। গত জুনে পাইকারি বিদ্যুতের দাম বাড়ানো হয়েছিল। এরপর থেকে বিতরণ কোম্পানিগুলো লোকসানের কথা বলছে। বিদ্যুৎ বিভাগ বলছে, জ্বালানির দাম বৃদ্ধির কারণে উৎপাদন খরচ বেড়েছে। ভর্তুকি কমাতে দাম সমন্বয় প্রয়োজন। শুনানিতে অংশ নেওয়া বিশেষজ্ঞরা দক্ষতা বাড়ানো ও সিস্টেম লস কমানোর ওপর জোর দেন। তারা বলেন, অপচয় ও দুর্নীতি কমালে দাম বাড়ানোর প্রয়োজন হবে না। কমিশনের চেয়ারম্যান বলেন, গ্রাহকের স্বার্থ রক্ষা করেই সিদ্ধান্ত নেওয়া হবে। শুনানিতে বিভিন্ন শ্রেণি-পেশার প্রতিনিধিরা উপস্থিত ছিলেন। তারা লিখিত ও মৌখিকভাবে মতামত তুলে ধরেন। আবাসিক গ্রাহকদের জন্য সর্বনিম্ন ধাপে দাম অপরিবর্তিত রাখার দাবি জানানো হয়। কৃষি সেচে বিদ্যুতের দাম না বাড়ানোর অনুরোধও আসে। (325, 378, 542, 785)
notice-condition-item: ঘ। দরপত্র উল্লেখিত তারিখের মধ্যে কার্যসম্পাদন করিতে হইবে। (930, 1991, 1178, 2003)
notice-cell: বরাদ্দকৃত অর্থ (974, 1632, 1189, 1652)
tender-gov-line: Government of the People's Republic of Bangladesh (128, 1239, 429, 1253)
notice-row (931, 1692, 1546, 1712)
notice-condition-item: চ। কর্তৃপক্ষ কোন কারণ দর্শানো ব্যতিরেকে যে কোন দরপত্র গ্রহণ, বাতিল ও সমস্ত দরপত্র বাতিল করার ক্ষমতা সংরক্ষণ করেন। (930, 2019, 1422, 2031)
notice-cell: পরিচালকের কার্যালয়, সিপিএইচ, রাজারবাগ, ঢাকা। (1189, 1805, 1546, 1826)
notice-cell: ১৬. (931, 1805, 975, 1826)
tender-col-id: Tender ID & Package No. (26, 1389, 147, 1416)
notice-sign-title-4: রাজারবাগ, ঢাকা। (1410, 2305, 1481, 2317)
notice-cell: ৫. (931, 1571, 975, 1592)
article-remittance-body: (পেছনের পৃষ্ঠার পর) ব্যাংকের মাধ্যমে সবচেয়ে বেশি রেমিট্যান্স এসেছে। চলতি মাসের প্রথম আঠারো দিনে প্রবাসীরা প্রায় একশ কোটি ডলারের রেমিট্যান্স পাঠিয়েছেন। বাংলাদেশ ব্যাংকের সর্বশেষ প্রতিবেদনে এ তথ্য জানা গেছে। গত বছরের একই সময়ের তুলনায় প্রবাহ কিছুটা বেড়েছে। ডলারের বিনিময় হার বাড়ায় বৈধ পথে অর্থ পাঠানো বাড়ছে বলে মনে করছেন সংশ্লিষ্টরা। (556, 107, 904, 183)
tender-cell-date: 6th December ; 16:00:00 7th December ; 13:00:00 (410, 1710, 532, 1760)
tender-cell-work: Removing, Shifting, Repairing and Extension of Aminbazar Footover Bridge to Savar (Razzak Plaza) at 14th (P) km under Dhaka Road Division, Dhaka during the year of 2022-2023. (146, 1710, 409, 1760)
notice-sign-title-2: পক্ষে-পরিচালক (ডিআইজি) (1389, 2278, 1503, 2290)
notice-cell: মন্ত্রণালয়/বিভাগ (974, 1491, 1189, 1511)
tender-cell-id: Tender ID : 754050 Package No. e-GP/35/EE/DRD/2022-2023 (26, 1416, 147, 1467)
notice-cell: দরপত্র খোলার স্থান (974, 1805, 1189, 1826)
notice-address-line: রাজারবাগ, ঢাকা। (1193, 1386, 1283, 1401)
notice-cell: ৯. (931, 1652, 975, 1672)
tender-table (25, 1388, 532, 1863)
notice-cell: ১. (931, 1491, 975, 1511)
notice-row (931, 1805, 1546, 1826)
tender-cell-id: Tender ID : 754062 Package No. e-GP/36/EE/DRD/2022-2023 (26, 1467, 147, 1518)
masthead-rule (8, 61, 1560, 64)
notice-sign-bp: বিপি-৭৩০৫১২২৬৬৯ (1401, 2252, 1491, 2264)
notice-cell: দরপত্রের সূত্র নম্বর (974, 1592, 1189, 1612)
notice-conditions (930, 1949, 1546, 2045)
notice-cell: পুলিশ সুপার, কেন্দ্রীয় পুলিশ হাসপাতাল (সিপিএইচ), রাজারবাগ, ঢাকা। (1189, 1531, 1546, 1551)
notice-cell: খোলা দরপত্র পদ্ধতি (1189, 1612, 1546, 1632)
tender-sign-name: ( Mohammed Shamim Al Mamun ) (366, 2281, 519, 2292)
notice-cell: ঢাকা। (1189, 1551, 1546, 1571)
